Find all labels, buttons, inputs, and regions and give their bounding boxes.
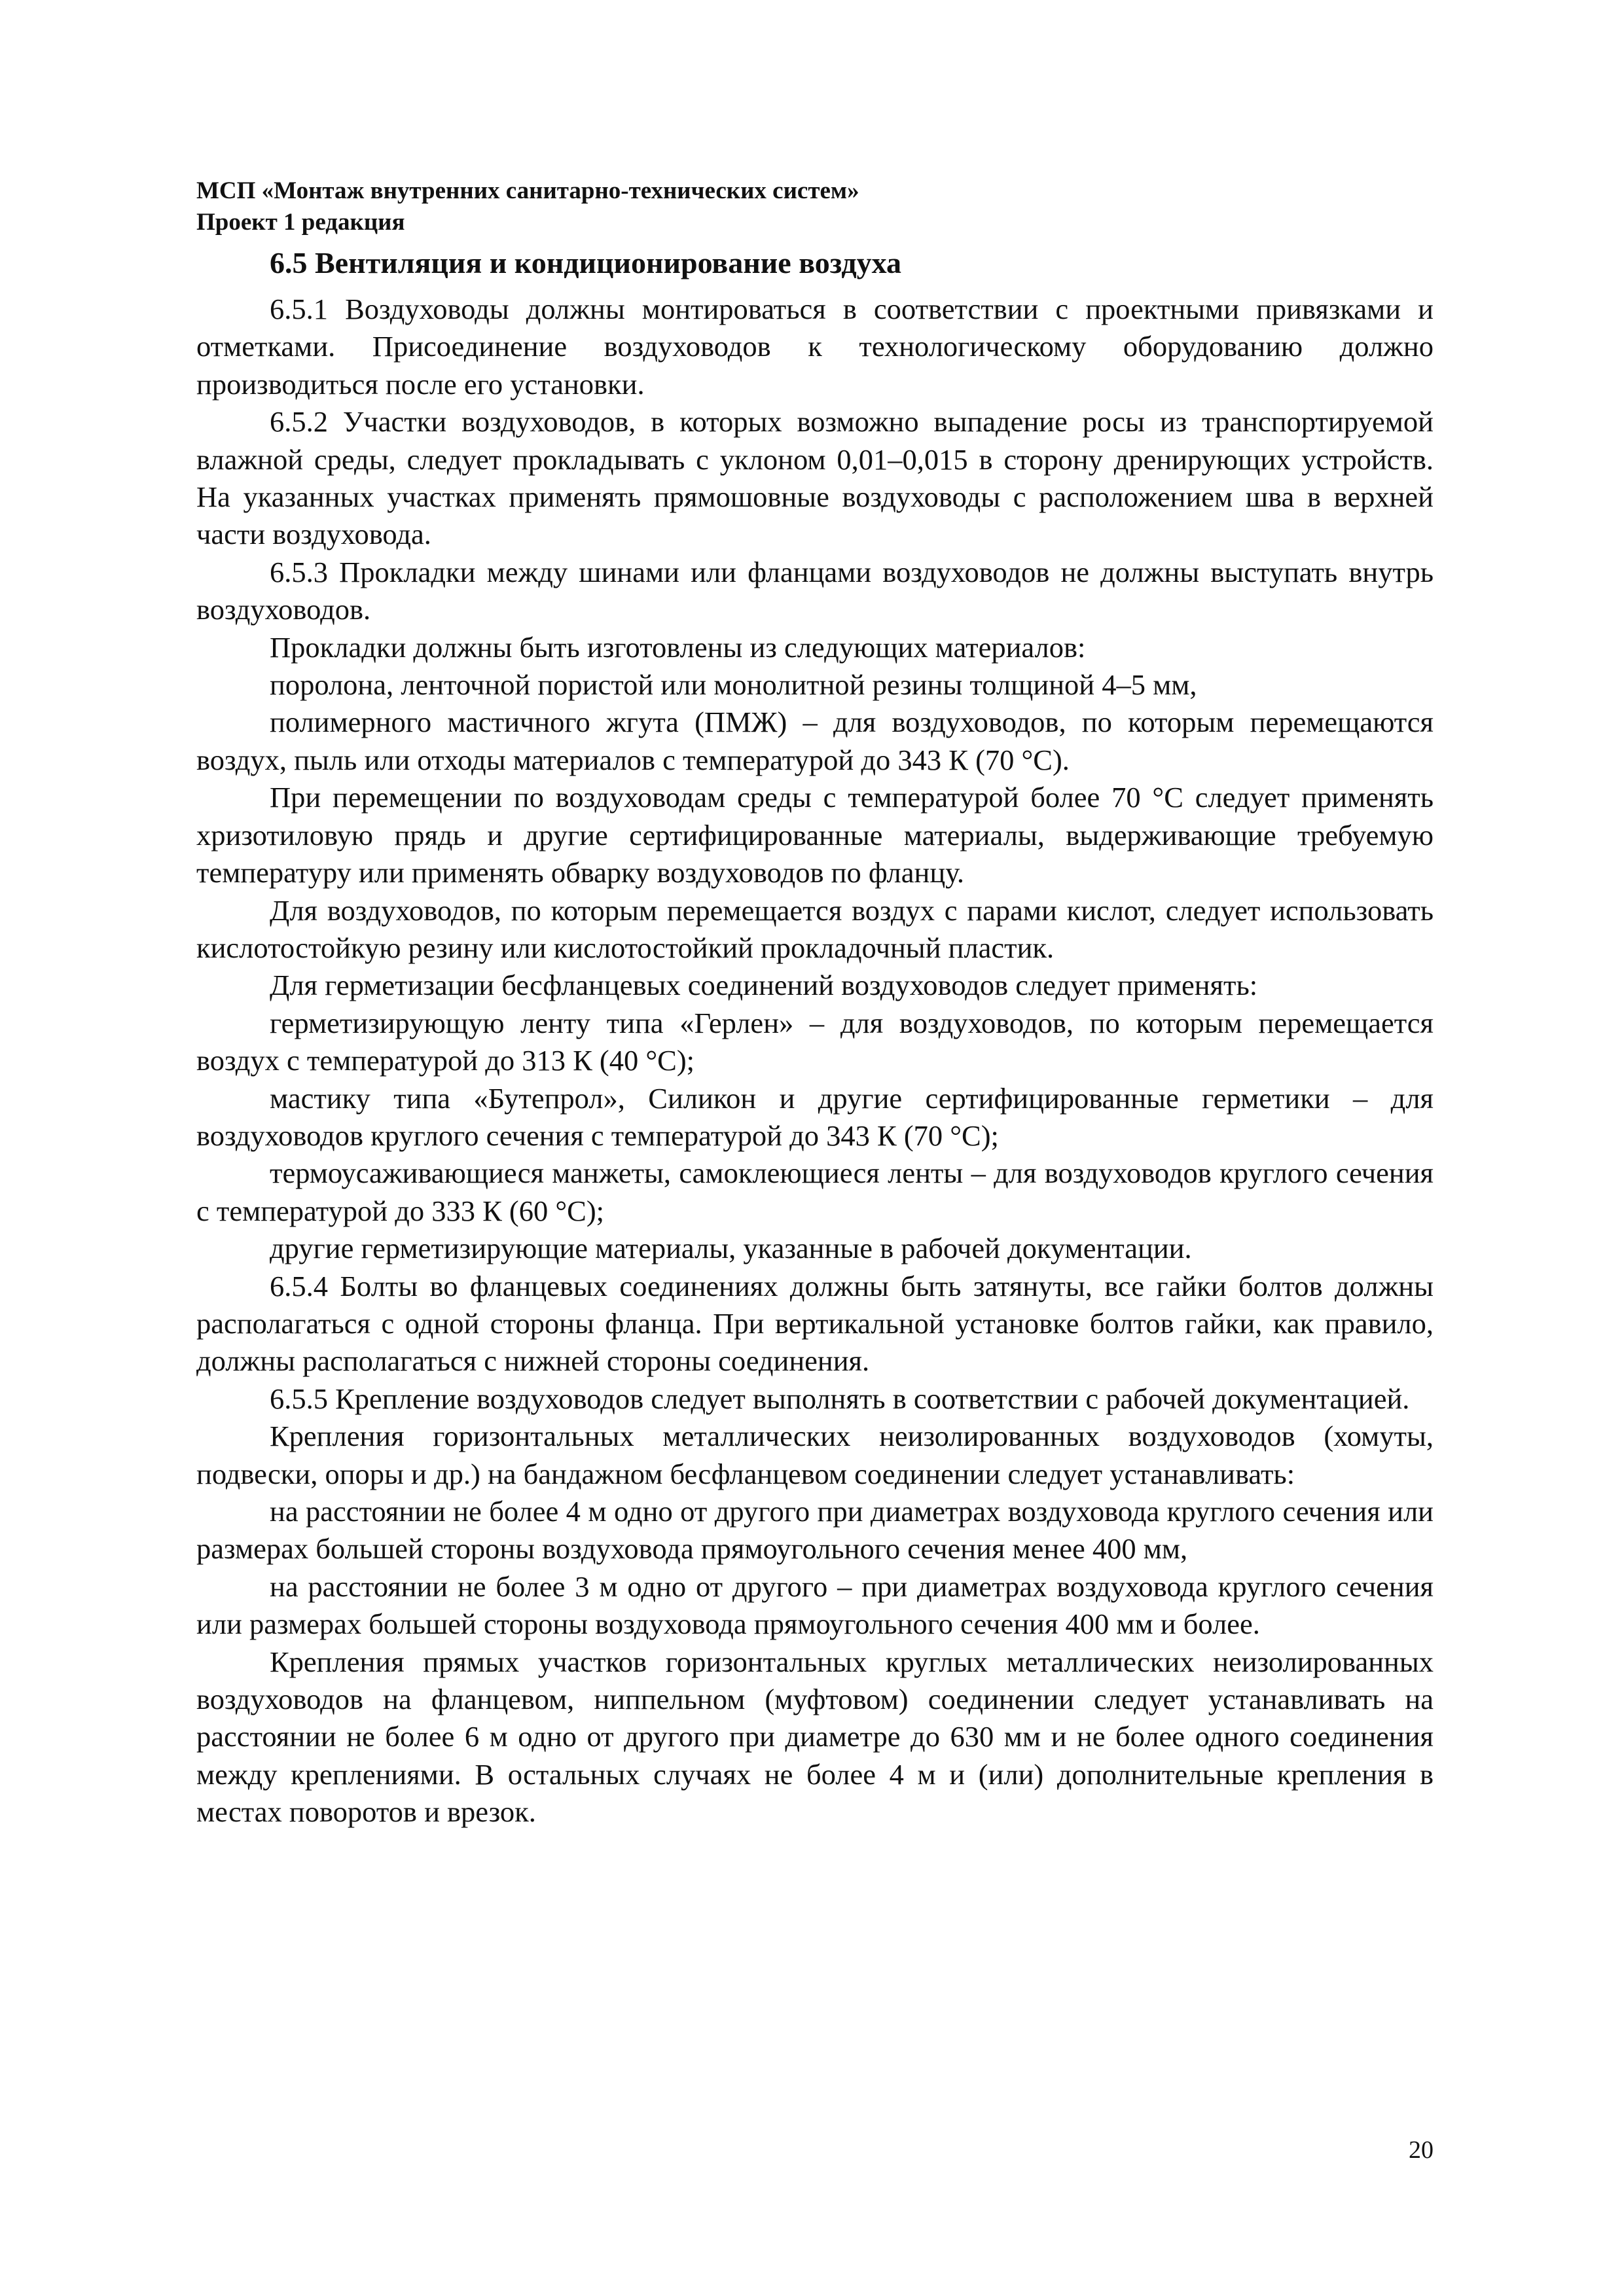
document-header-title: МСП «Монтаж внутренних санитарно-технических систем» <box>196 177 859 204</box>
paragraph-horizontal-mounts: Крепления горизонтальных металлических неизолированных воздуховодов (хомуты, подвески, опоры и др.) на бандажном бесфланцевом соединении следует устанавливать: <box>196 1420 1434 1490</box>
list-item-other-sealants: другие герметизирующие материалы, указанные в рабочей документации. <box>270 1232 1192 1265</box>
paragraph-6-5-4: 6.5.4 Болты во фланцевых соединениях должны быть затянуты, все гайки болтов должны располагаться с одной стороны фланца. При вертикальной установке болтов гайки, как правило, должны располагаться с нижней стороны соединения. <box>196 1269 1434 1378</box>
document-page <box>196 175 1434 1831</box>
page-number: 20 <box>1409 2136 1434 2164</box>
list-item-heat-shrink: термоусаживающиеся манжеты, самоклеющиеся ленты – для воздуховодов круглого сечения с температурой до 333 К (60 °С); <box>196 1157 1434 1227</box>
list-item-distance-4m: на расстоянии не более 4 м одно от другого при диаметрах воздуховода круглого сечения или размерах большей стороны воздуховода прямоугольного сечения менее 400 мм, <box>196 1495 1434 1566</box>
paragraph-6-5-3: 6.5.3 Прокладки между шинами или фланцами воздуховодов не должны выступать внутрь воздуховодов. <box>196 555 1434 626</box>
list-item-gerlen-tape: герметизирующую ленту типа «Герлен» – для воздуховодов, по которым перемещается воздух с температурой до 313 К (40 °С); <box>196 1006 1434 1077</box>
paragraph-sealing-intro: Для герметизации бесфланцевых соединений воздуховодов следует применять: <box>270 969 1258 1002</box>
paragraph-6-5-2: 6.5.2 Участки воздуховодов, в которых возможно выпадение росы из транспортируемой влажной среды, следует прокладывать с уклоном 0,01–0,015 в сторону дренирующих устройств. На указанных участках применять прямошовные воздуховоды с расположением шва в верхней части воздуховода. <box>196 405 1434 551</box>
paragraph-acid-vapors: Для воздуховодов, по которым перемещается воздух с парами кислот, следует использовать кислотостойкую резину или кислотостойкий прокладочный пластик. <box>196 893 1434 964</box>
paragraph-gasket-materials-intro: Прокладки должны быть изготовлены из следующих материалов: <box>270 630 1086 664</box>
list-item-distance-3m: на расстоянии не более 3 м одно от другого – при диаметрах воздуховода круглого сечения или размерах большей стороны воздуховода прямоугольного сечения 400 мм и более. <box>196 1570 1434 1641</box>
list-item-buteprol-mastic: мастику типа «Бутепрол», Силикон и другие сертифицированные герметики – для воздуховодов круглого сечения с температурой до 343 К (70 °С); <box>196 1081 1434 1152</box>
paragraph-6-5-1: 6.5.1 Воздуховоды должны монтироваться в соответствии с проектными привязками и отметками. Присоединение воздуховодов к технологическому оборудованию должно производиться после его установки. <box>196 293 1434 401</box>
section-title: 6.5 Вентиляция и кондиционирование воздуха <box>270 246 902 279</box>
paragraph-high-temperature: При перемещении по воздуховодам среды с температурой более 70 °С следует применять хризотиловую прядь и другие сертифицированные материалы, выдерживающие требуемую температуру или применять обварку воздуховодов по фланцу. <box>196 781 1434 889</box>
list-item-foam-rubber: поролона, ленточной пористой или монолитной резины толщиной 4–5 мм, <box>270 668 1197 702</box>
paragraph-straight-sections: Крепления прямых участков горизонтальных круглых металлических неизолированных воздуховодов на фланцевом, ниппельном (муфтовом) соединении следует устанавливать на расстоянии не более 6 м одно от другого при диаметре до 630 мм и не более одного соединения между креплениями. В остальных случаях не более 4 м и (или) дополнительные крепления в местах поворотов и врезок. <box>196 1645 1434 1829</box>
list-item-polymer-mastic-cord: полимерного мастичного жгута (ПМЖ) – для воздуховодов, по которым перемещаются воздух, пыль или отходы материалов с температурой до 343 К (70 °С). <box>196 706 1434 776</box>
paragraph-6-5-5: 6.5.5 Крепление воздуховодов следует выполнять в соответствии с рабочей документацией. <box>270 1382 1410 1415</box>
section-body <box>196 291 1434 1831</box>
document-header-edition: Проект 1 редакция <box>196 209 405 236</box>
